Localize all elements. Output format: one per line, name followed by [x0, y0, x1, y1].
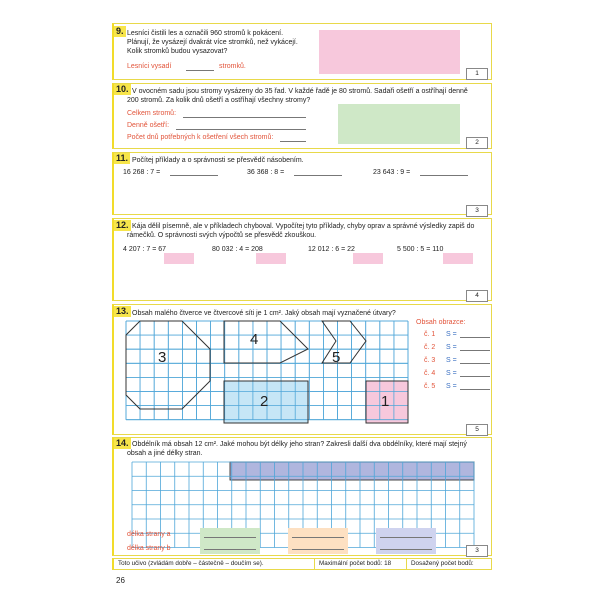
area-s-label: S = [446, 383, 457, 390]
answer-line[interactable] [292, 549, 344, 550]
label-denne: Denně ošetří: [127, 122, 170, 129]
score-footer [112, 558, 492, 570]
figure-label-3: 3 [158, 349, 167, 366]
question-text: Plánují, že vysázejí dvakrát více stromků, než vykácejí. [127, 39, 298, 46]
answer-line[interactable] [380, 549, 432, 550]
question-text: V ovocném sadu jsou stromy vysázeny do 35 řad. V každé řadě je 80 stromů. Sadaři ošetří a ostříhají denně [132, 88, 468, 95]
given-rectangle [230, 462, 474, 480]
score-box: 3 [466, 205, 488, 217]
score-box: 1 [466, 68, 488, 80]
label-side-a: délka strany a [127, 531, 171, 538]
question-number: 12. [116, 220, 129, 230]
answer-box-2[interactable] [288, 528, 348, 554]
question-text: Kája dělil písemně, ale v příkladech chyboval. Vypočítej tyto příklady, chyby oprav a správné výsledky zapiš do [132, 223, 475, 230]
exercise: 23 643 : 9 = [373, 169, 411, 176]
label-side-b: délka strany b [127, 545, 171, 552]
max-points: Maximální počet bodů: 18 [314, 559, 391, 569]
question-text: Kolik stromků budou vysazovat? [127, 48, 228, 55]
area-s-label: S = [446, 331, 457, 338]
achieved-points: Dosažený počet bodů: [406, 559, 474, 569]
answer-line[interactable] [380, 537, 432, 538]
label-pocet-dnu: Počet dnů potřebných k ošetření všech stromů: [127, 134, 274, 141]
figure-label-4: 4 [250, 331, 259, 348]
area-s-label: S = [446, 344, 457, 351]
question-text: obsah a jiné délky stran. [127, 450, 203, 457]
area-row-label: č. 4 [424, 370, 436, 377]
area-row-label: č. 3 [424, 357, 436, 364]
question-number: 10. [116, 84, 129, 94]
answer-box-3[interactable] [376, 528, 436, 554]
answer-line[interactable] [204, 549, 256, 550]
score-box: 4 [466, 290, 488, 302]
question-number: 9. [116, 26, 124, 36]
exercise: 36 368 : 8 = [247, 169, 285, 176]
answer-prefix: Lesníci vysadí [127, 63, 172, 70]
self-evaluation: Toto učivo (zvládám dobře – částečně – doučím se). [118, 560, 264, 567]
question-text: Obdélník má obsah 12 cm². Jaké mohou být délky jeho stran? Zakresli další dva obdélníky, které mají stejný [132, 441, 467, 448]
score-box: 2 [466, 137, 488, 149]
area-s-label: S = [446, 370, 457, 377]
exercise: 12 012 : 6 = 22 [308, 246, 355, 253]
score-box: 3 [466, 545, 488, 557]
question-number: 14. [116, 438, 129, 448]
area-row-label: č. 5 [424, 383, 436, 390]
figure-label-5: 5 [332, 349, 341, 366]
page-number: 26 [116, 576, 125, 585]
figure-label-1: 1 [381, 393, 390, 410]
score-box: 5 [466, 424, 488, 436]
exercise: 4 207 : 7 = 67 [123, 246, 167, 253]
answer-line[interactable] [292, 537, 344, 538]
label-celkem: Celkem stromů: [127, 110, 177, 117]
question-text: Počítej příklady a o správnosti se přesvědč násobením. [132, 157, 304, 164]
answer-box-1[interactable] [200, 528, 260, 554]
question-text: 200 stromů. Za kolik dnů ošetří a ostříhají všechny stromy? [127, 97, 311, 104]
exercise: 16 268 : 7 = [123, 169, 161, 176]
question-number: 13. [116, 306, 129, 316]
area-row-label: č. 2 [424, 344, 436, 351]
question-text: Obsah malého čtverce ve čtvercové síti je 1 cm². Jaký obsah mají vyznačené útvary? [132, 310, 396, 317]
answer-suffix: stromků. [219, 63, 246, 70]
exercise: 5 500 : 5 = 110 [397, 246, 444, 253]
figure-label-2: 2 [260, 393, 269, 410]
area-side-title: Obsah obrazce: [416, 319, 466, 326]
area-s-label: S = [446, 357, 457, 364]
answer-line[interactable] [204, 537, 256, 538]
question-text: Lesníci čistili les a označili 960 stromů k pokácení. [127, 30, 284, 37]
area-row-label: č. 1 [424, 331, 436, 338]
question-number: 11. [116, 153, 129, 163]
question-text: rámečků. O správnosti svých výpočtů se přesvědč zkouškou. [127, 232, 317, 239]
exercise: 80 032 : 4 = 208 [212, 246, 263, 253]
